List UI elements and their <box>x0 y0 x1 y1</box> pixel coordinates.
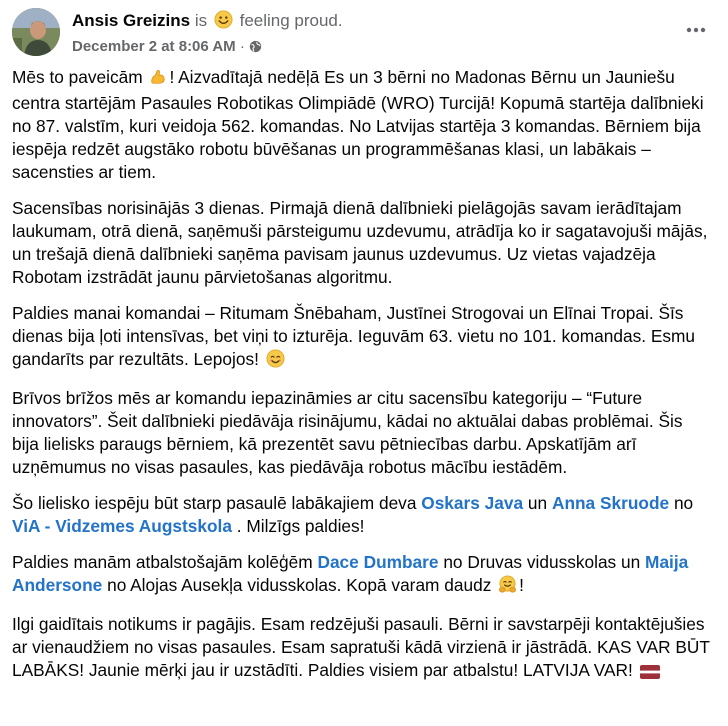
author-name[interactable]: Ansis Greizins <box>72 11 191 30</box>
paragraph-6-b: no Druvas vidusskolas un <box>443 552 641 572</box>
more-horizontal-icon <box>680 18 712 42</box>
paragraph-7-text: Ilgi gaidītais notikums ir pagājis. Esam redzējuši pasauli. Bērni ir savstarpēji kontaktējušies ar vienaudžiem no visas pasaules. Esam sapratuši kādā virzienā ir jāstrādā. KAS VAR BŪT LABĀKS! Jaunie mērķi jau ir uzstādīti. Paldies visiem par atbalstu! LATVIJA VAR! <box>12 614 710 680</box>
hugging-face-emoji-icon <box>498 575 517 600</box>
paragraph-4: Brīvos brīžos mēs ar komandu iepazināmies ar citu sacensību kategoriju – “Future innovators”. Šeit dalībnieki piedāvāja risinājumu, kādai no aktuālai dabas problēmai. Šis bija lielisks paraugs bērniem, kā prezentēt savu pētniecības darbu. Apskatījām arī uzņēmumus no visas pasaules, kas piedāvāja robotus mācību iestādēm. <box>12 388 683 477</box>
post-meta <box>72 38 262 57</box>
avatar[interactable] <box>12 8 60 56</box>
paragraph-1-end: ! Aizvadītajā nedēļā Es un 3 bērni no Madonas Bērnu un Jauniešu centra startējām Pasaules Robotikas Olimpiādē (WRO) Turcijā! Kopumā startēja dalībnieki no 87. valstīm, kuri veidoja 562. komandas. No Latvijas startēja 3 komandas. Bērniem bija iespēja redzēt augstāko robotu būvēšanas un programmēšanas klasi, un labākais – sacensties ar tiem. <box>12 67 704 182</box>
feeling-text[interactable]: feeling proud. <box>239 11 343 30</box>
avatar-photo-icon <box>12 8 60 56</box>
mention-via-vidzemes-augstskola[interactable]: ViA - Vidzemes Augstskola <box>12 516 232 536</box>
paragraph-7 <box>12 613 712 685</box>
paragraph-1 <box>12 66 712 184</box>
mention-oskars-java[interactable]: Oskars Java <box>421 493 524 513</box>
latvia-flag-icon <box>640 662 660 685</box>
paragraph-5-a: Šo lielisko iespēju būt starp pasaulē labākajiem deva <box>12 493 417 513</box>
paragraph-5-d: . Milzīgs paldies! <box>236 516 365 536</box>
paragraph-3 <box>12 302 712 374</box>
smiling-blush-emoji-icon <box>266 349 285 374</box>
paragraph-6-a: Paldies manām atbalstošajām kolēģēm <box>12 552 313 572</box>
flexed-biceps-emoji-icon <box>149 68 167 92</box>
paragraph-1-start: Mēs to paveicām <box>12 67 143 87</box>
paragraph-5 <box>12 492 712 538</box>
mention-anna-skruode[interactable]: Anna Skruode <box>551 493 670 513</box>
smile-emoji-icon <box>214 10 233 34</box>
paragraph-3-text: Paldies manai komandai – Ritumam Šnēbaham, Justīnei Strogovai un Elīnai Tropai. Šīs dienas bija ļoti intensīvas, bet viņi to izturēja. Ieguvām 63. vietu no 101. komandas. Esmu gandarīts par rezultāts. Lepojos! <box>12 303 695 369</box>
post-date[interactable]: December 2 at 8:06 AM <box>72 38 236 55</box>
is-text: is <box>194 11 208 30</box>
paragraph-5-c: no <box>673 493 694 513</box>
author-line <box>72 10 343 34</box>
paragraph-6 <box>12 551 712 600</box>
globe-icon[interactable] <box>249 40 262 57</box>
paragraph-2: Sacensības norisinājās 3 dienas. Pirmajā dienā dalībnieki pielāgojās savam ierādītajam laukumam, otrā dienā, saņēmuši pārsteigumu uzdevumu, atrādīja ko ir sagatavojuši mājās, un trešajā dienā dalībnieki saņēma pavisam jaunus uzdevumus. Uz vietas vajadzēja Robotam izstrādāt jaunu pārvietošanas algoritmu. <box>12 198 708 287</box>
paragraph-6-d: ! <box>519 575 524 595</box>
mention-dace-dumbare[interactable]: Dace Dumbare <box>317 552 439 572</box>
paragraph-6-c: no Alojas Ausekļa vidusskolas. Kopā varam daudz <box>107 575 492 595</box>
paragraph-5-b: un <box>527 493 548 513</box>
mention-maija-andersone[interactable]: Maija Andersone <box>12 552 689 595</box>
separator: · <box>239 38 245 55</box>
post-content <box>12 66 712 698</box>
more-options-button[interactable] <box>680 18 712 42</box>
post-header <box>12 4 716 60</box>
